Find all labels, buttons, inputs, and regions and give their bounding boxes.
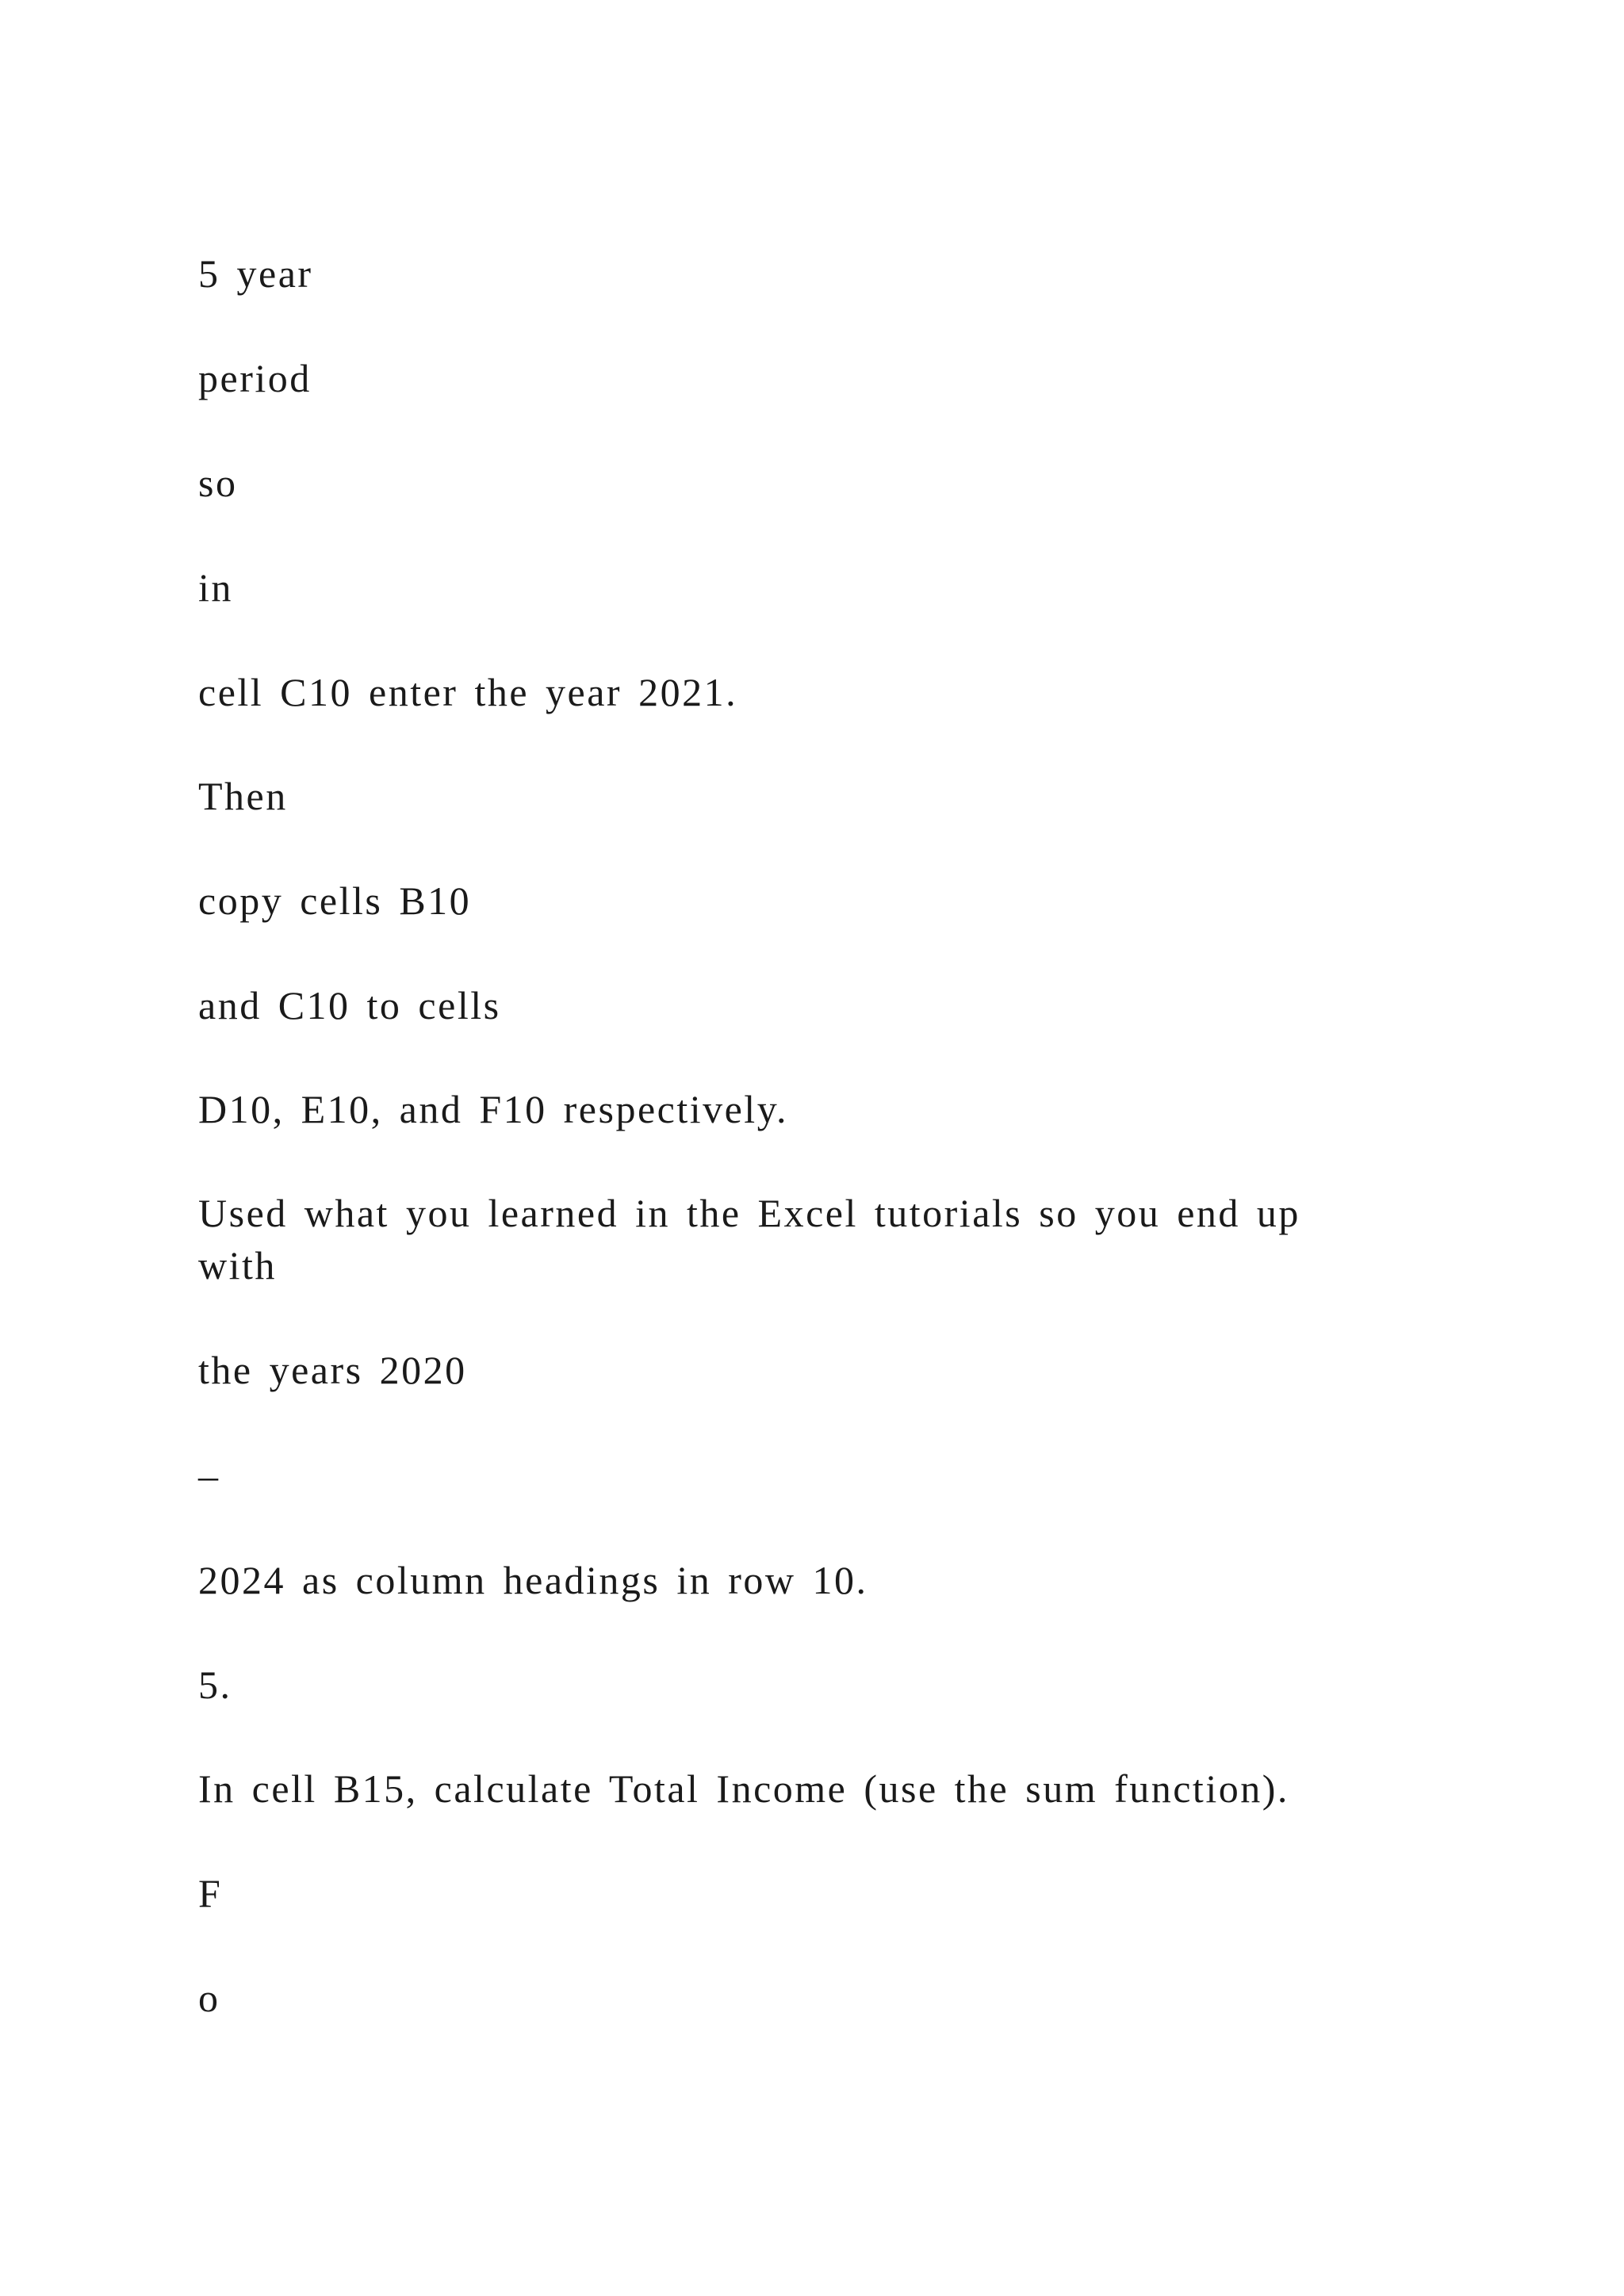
text-line: o (198, 1976, 220, 2020)
text-line: F (198, 1871, 223, 1915)
text-line: the years 2020 (198, 1348, 467, 1392)
text-line: 5 year (198, 251, 313, 296)
text-line: period (198, 356, 312, 400)
text-line: 2024 as column headings in row 10. (198, 1558, 868, 1602)
text-line: so (198, 461, 238, 505)
text-line: In cell B15, calculate Total Income (use the sum function). (198, 1766, 1289, 1811)
text-line: in (198, 565, 233, 610)
text-line: D10, E10, and F10 respectively. (198, 1087, 788, 1131)
text-line: cell C10 enter the year 2021. (198, 670, 738, 714)
text-line: and C10 to cells (198, 983, 501, 1027)
list-number: 5. (198, 1663, 232, 1707)
text-line: Used what you learned in the Excel tutorials so you end up with (198, 1191, 1300, 1288)
text-line: copy cells B10 (198, 878, 472, 923)
text-line: – (198, 1453, 220, 1498)
text-line: Then (198, 774, 288, 818)
